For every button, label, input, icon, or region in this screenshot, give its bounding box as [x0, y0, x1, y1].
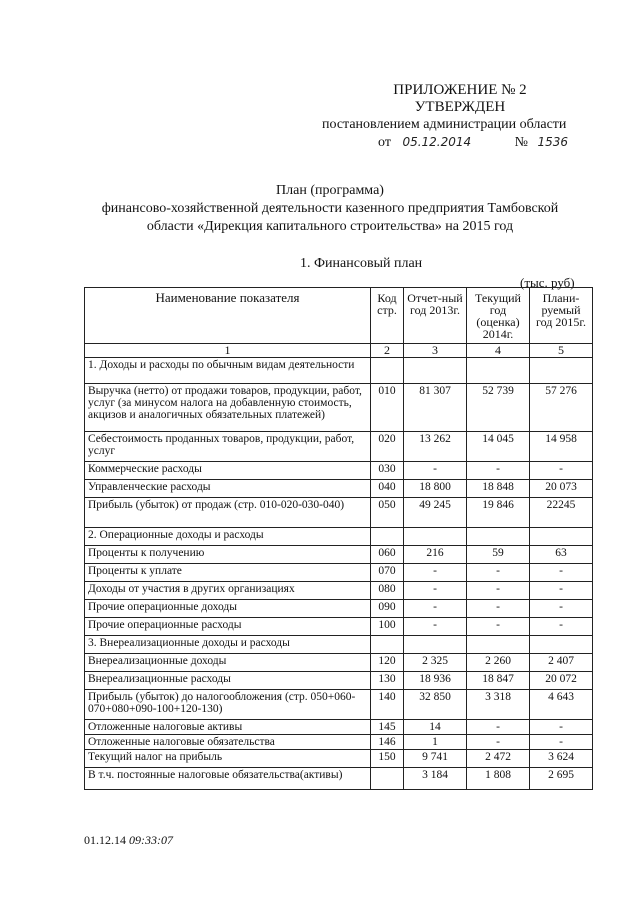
row-planned: - [530, 618, 593, 636]
header-reported: Отчет-ный год 2013г. [404, 288, 467, 344]
row-planned: - [530, 735, 593, 750]
row-code: 050 [371, 498, 404, 528]
row-code: 090 [371, 600, 404, 618]
row-planned: 63 [530, 546, 593, 564]
table-row [85, 462, 593, 480]
row-code: 145 [371, 720, 404, 735]
row-reported: - [404, 618, 467, 636]
col-number: 3 [404, 344, 467, 358]
row-reported: - [404, 564, 467, 582]
row-reported: 9 741 [404, 750, 467, 768]
print-time: 09:33:07 [129, 833, 173, 847]
row-name: Внереализационные доходы [85, 654, 371, 672]
row-planned: 3 624 [530, 750, 593, 768]
row-name: Проценты к получению [85, 546, 371, 564]
row-name: В т.ч. постоянные налоговые обязательства(активы) [85, 768, 371, 790]
row-planned: 2 407 [530, 654, 593, 672]
table-row [85, 690, 593, 720]
row-current: - [467, 618, 530, 636]
row-reported: 18 936 [404, 672, 467, 690]
row-reported: 13 262 [404, 432, 467, 462]
row-code: 080 [371, 582, 404, 600]
handwritten-number: 1536 [537, 135, 569, 149]
row-code: 140 [371, 690, 404, 720]
row-current: 18 847 [467, 672, 530, 690]
col-number: 5 [530, 344, 593, 358]
row-planned: - [530, 564, 593, 582]
row-name: Прочие операционные расходы [85, 618, 371, 636]
decree-date-line [378, 135, 568, 151]
table-row [85, 384, 593, 432]
row-code: 130 [371, 672, 404, 690]
table-row [85, 564, 593, 582]
row-code: 146 [371, 735, 404, 750]
column-number-row [85, 344, 593, 358]
row-code: 060 [371, 546, 404, 564]
row-current: - [467, 735, 530, 750]
header-name: Наименование показателя [85, 288, 371, 344]
row-reported: 32 850 [404, 690, 467, 720]
decree-label: постановлением администрации области [322, 117, 567, 132]
row-name: Проценты к уплате [85, 564, 371, 582]
table-row [85, 720, 593, 735]
row-name: Прочие операционные доходы [85, 600, 371, 618]
row-planned: 20 072 [530, 672, 593, 690]
table-row [85, 618, 593, 636]
row-reported: 81 307 [404, 384, 467, 432]
appendix-label: ПРИЛОЖЕНИЕ № 2 [393, 82, 527, 98]
col-number: 1 [85, 344, 371, 358]
table-row [85, 750, 593, 768]
table-row [85, 600, 593, 618]
row-name: Выручка (нетто) от продажи товаров, продукции, работ, услуг (за минусом налога на добавленную стоимость, акцизов и аналогичных обязательных платежей) [85, 384, 371, 432]
row-code [371, 636, 404, 654]
row-code [371, 358, 404, 384]
row-reported: 18 800 [404, 480, 467, 498]
row-name: Доходы от участия в других организациях [85, 582, 371, 600]
header-planned: Плани-руемый год 2015г. [530, 288, 593, 344]
table-row [85, 480, 593, 498]
row-code: 100 [371, 618, 404, 636]
row-current: 14 045 [467, 432, 530, 462]
row-name: 2. Операционные доходы и расходы [85, 528, 371, 546]
section-title: 1. Финансовый план [300, 256, 423, 271]
row-current: 2 260 [467, 654, 530, 672]
plan-subtitle-line2: области «Дирекция капитального строительства» на 2015 год [146, 219, 514, 234]
row-planned: 2 695 [530, 768, 593, 790]
row-name: Прибыль (убыток) до налогообложения (стр. 050+060-070+080+090-100+120-130) [85, 690, 371, 720]
print-timestamp [84, 833, 173, 848]
row-name: Отложенные налоговые обязательства [85, 735, 371, 750]
row-reported [404, 528, 467, 546]
row-reported: - [404, 600, 467, 618]
row-current [467, 636, 530, 654]
table-row [85, 735, 593, 750]
row-planned: 20 073 [530, 480, 593, 498]
row-reported: 2 325 [404, 654, 467, 672]
row-name: Управленческие расходы [85, 480, 371, 498]
row-planned: - [530, 720, 593, 735]
row-code: 120 [371, 654, 404, 672]
row-reported: 3 184 [404, 768, 467, 790]
row-name: Прибыль (убыток) от продаж (стр. 010-020-030-040) [85, 498, 371, 528]
row-planned [530, 358, 593, 384]
table-row [85, 672, 593, 690]
row-code: 070 [371, 564, 404, 582]
row-reported: 49 245 [404, 498, 467, 528]
table-row [85, 582, 593, 600]
row-reported [404, 358, 467, 384]
row-reported: - [404, 582, 467, 600]
row-current [467, 358, 530, 384]
row-planned: - [530, 600, 593, 618]
table-row [85, 358, 593, 384]
row-planned: - [530, 462, 593, 480]
table-row [85, 768, 593, 790]
row-planned: - [530, 582, 593, 600]
row-planned [530, 528, 593, 546]
col-number: 4 [467, 344, 530, 358]
row-current: 1 808 [467, 768, 530, 790]
row-name: Текущий налог на прибыль [85, 750, 371, 768]
row-reported: 14 [404, 720, 467, 735]
row-current: 3 318 [467, 690, 530, 720]
row-name: Внереализационные расходы [85, 672, 371, 690]
table-row [85, 654, 593, 672]
table-row [85, 528, 593, 546]
row-code: 030 [371, 462, 404, 480]
handwritten-date: 05.12.2014 [402, 135, 472, 149]
table-row [85, 546, 593, 564]
row-code: 150 [371, 750, 404, 768]
table-row [85, 636, 593, 654]
col-number: 2 [371, 344, 404, 358]
number-label: № [514, 135, 529, 150]
row-code: 010 [371, 384, 404, 432]
row-reported: 1 [404, 735, 467, 750]
plan-title: План (программа) [276, 183, 384, 198]
row-code [371, 768, 404, 790]
row-name: 3. Внереализационные доходы и расходы [85, 636, 371, 654]
plan-subtitle-line1: финансово-хозяйственной деятельности казенного предприятия Тамбовской [101, 201, 559, 216]
row-planned: 22245 [530, 498, 593, 528]
row-name: 1. Доходы и расходы по обычным видам деятельности [85, 358, 371, 384]
print-date: 01.12.14 [84, 833, 126, 847]
row-planned [530, 636, 593, 654]
from-label: от [378, 135, 391, 150]
row-current [467, 528, 530, 546]
row-planned: 14 958 [530, 432, 593, 462]
row-reported [404, 636, 467, 654]
row-current: 59 [467, 546, 530, 564]
approved-label: УТВЕРЖДЕН [414, 99, 506, 115]
row-name: Коммерческие расходы [85, 462, 371, 480]
header-code: Код стр. [371, 288, 404, 344]
row-current: - [467, 582, 530, 600]
row-current: - [467, 462, 530, 480]
row-current: 18 848 [467, 480, 530, 498]
units-label: (тыс. руб) [520, 275, 575, 290]
table-row [85, 498, 593, 528]
row-current: - [467, 600, 530, 618]
row-current: 52 739 [467, 384, 530, 432]
row-code: 040 [371, 480, 404, 498]
header-current: Текущий год (оценка) 2014г. [467, 288, 530, 344]
row-reported: 216 [404, 546, 467, 564]
row-current: 19 846 [467, 498, 530, 528]
row-current: 2 472 [467, 750, 530, 768]
row-name: Себестоимость проданных товаров, продукции, работ, услуг [85, 432, 371, 462]
table-row [85, 432, 593, 462]
row-reported: - [404, 462, 467, 480]
row-code [371, 528, 404, 546]
row-code: 020 [371, 432, 404, 462]
table-header-row [85, 288, 593, 344]
row-name: Отложенные налоговые активы [85, 720, 371, 735]
financial-plan-table [84, 287, 593, 790]
row-planned: 4 643 [530, 690, 593, 720]
row-current: - [467, 564, 530, 582]
row-planned: 57 276 [530, 384, 593, 432]
row-current: - [467, 720, 530, 735]
